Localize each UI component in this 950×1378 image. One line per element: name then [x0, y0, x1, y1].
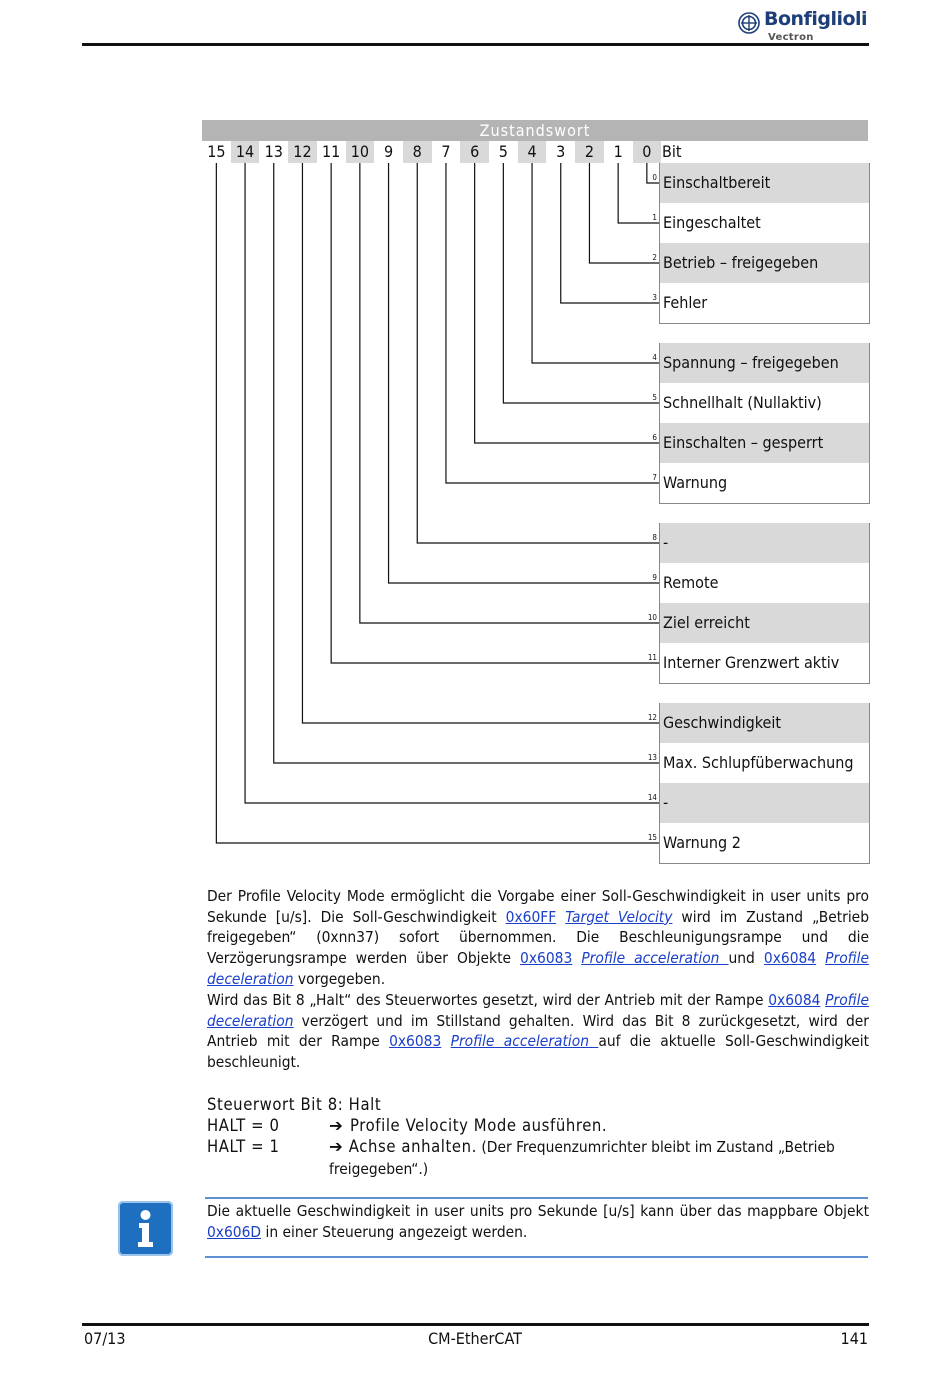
footer-doc-title: CM-EtherCAT	[428, 1329, 522, 1348]
bit-index-label: 7	[652, 473, 657, 482]
table-title: Zustandswort	[202, 120, 868, 141]
link-profile-acceleration[interactable]: Profile acceleration	[450, 1032, 599, 1051]
link-0x6084[interactable]: 0x6084	[768, 991, 821, 1009]
bit-connector-line	[503, 163, 659, 403]
bit-number-cell: 9	[383, 142, 394, 161]
bit-description: Ziel erreicht	[660, 603, 869, 643]
bit-description: Betrieb – freigegeben	[660, 243, 869, 283]
bit-index-label: 10	[647, 613, 657, 622]
bit-description: Einschaltbereit	[660, 163, 869, 203]
arrow-right-icon: ➔	[329, 1137, 344, 1156]
bit-number-cell: 0	[633, 141, 662, 163]
info-note-text: Die aktuelle Geschwindigkeit in user units pro Sekunde [u/s] kann über das mappbare Objekt 0x606D in einer Steuerung angezeigt werden.	[207, 1202, 869, 1241]
paragraph-profile-velocity: Der Profile Velocity Mode ermöglicht die Vorgabe einer Soll-Geschwindigkeit in user units pro Sekunde [u/s]. Die Soll-Geschwindigkeit 0x60FF Target Velocity wird im Zustand „Betrieb freigegeben“ (0xnn37) sofort übernommen. Die Beschleunigungsrampe und die Verzögerungsrampe werden über Objekte 0x6083 Profile acceleration und 0x6084 Profile deceleration vorgegeben.	[207, 887, 869, 988]
bit-number-cell: 15	[207, 142, 226, 161]
bit-description: -	[660, 783, 869, 823]
bit-index-label: 6	[652, 433, 657, 442]
link-0x6084[interactable]: 0x6084	[763, 949, 817, 968]
link-profile-deceleration[interactable]: Profile deceleration	[207, 949, 869, 988]
bit-index-label: 1	[652, 213, 657, 222]
footer-rule	[82, 1323, 869, 1326]
bit-number-cell: 8	[403, 141, 432, 163]
link-0x60FF[interactable]: 0x60FF	[505, 907, 557, 926]
brand-sub: Vectron	[768, 32, 814, 43]
info-icon	[118, 1201, 173, 1256]
control-word-heading: Steuerwort Bit 8: Halt	[207, 1095, 382, 1114]
bit-index-label: 9	[652, 573, 657, 582]
info-i-glyph-icon	[118, 1201, 173, 1256]
halt-0-text: Profile Velocity Mode ausführen.	[350, 1116, 608, 1135]
bit-number-cell: 7	[441, 142, 451, 161]
halt-1-row	[207, 1136, 869, 1180]
bit-index-label: 8	[652, 533, 657, 542]
bit-description: Eingeschaltet	[663, 213, 761, 232]
bit-connector-line	[389, 163, 659, 583]
bit-index-label: 2	[652, 253, 657, 262]
footer-page-number: 141	[840, 1329, 868, 1348]
halt-1-text: Achse anhalten.	[348, 1137, 477, 1156]
bit-description: Interner Grenzwert aktiv	[663, 653, 840, 672]
halt-0-key: HALT = 0	[207, 1116, 280, 1135]
bit-connector-line	[561, 163, 659, 303]
link-profile-acceleration[interactable]: Profile acceleration	[581, 949, 729, 968]
bit-column-label: Bit	[662, 142, 682, 161]
link-0x606D[interactable]: 0x606D	[207, 1222, 262, 1241]
footer-date: 07/13	[84, 1329, 126, 1348]
bit-description: Spannung – freigegeben	[660, 343, 869, 383]
info-rule-top	[205, 1197, 868, 1199]
bit-description: -	[660, 523, 869, 563]
bit-index-label: 5	[652, 393, 657, 402]
bit-number-cell: 12	[288, 141, 317, 163]
link-0x6083[interactable]: 0x6083	[389, 1032, 442, 1051]
bit-group-box	[659, 703, 870, 864]
halt-1-key: HALT = 1	[207, 1137, 280, 1156]
bit-description: Remote	[663, 573, 719, 592]
link-target-velocity[interactable]: Target Velocity	[565, 907, 673, 926]
bit-description: Fehler	[663, 293, 708, 312]
bit-index-label: 4	[652, 353, 657, 362]
bit-number-cell: 14	[231, 141, 260, 163]
bit-connector-line	[417, 163, 659, 543]
halt-1-note: (Der Frequenzumrichter bleibt im Zustand „Betrieb freigegeben“.)	[329, 1138, 835, 1178]
bit-connector-line	[216, 163, 659, 843]
bit-index-label: 3	[652, 293, 657, 302]
bit-number-cell: 4	[518, 141, 547, 163]
bit-description: Max. Schlupfüberwachung	[663, 753, 854, 772]
bit-group-box	[659, 523, 870, 684]
halt-0-row	[207, 1115, 869, 1136]
bit-description: Schnellhalt (Nullaktiv)	[663, 393, 822, 412]
arrow-right-icon: ➔	[329, 1116, 344, 1135]
bit-group-box	[659, 163, 870, 324]
brand-name: Bonfiglioli	[764, 8, 868, 30]
bit-number-cell: 5	[498, 142, 508, 161]
bit-number-cell: 3	[556, 142, 566, 161]
bit-number-cell: 10	[346, 141, 375, 163]
bit-connector-line	[331, 163, 659, 663]
bit-index-label: 15	[647, 833, 657, 842]
bit-number-cell: 6	[460, 141, 489, 163]
bit-connector-line	[360, 163, 659, 623]
bit-number-cell: 11	[321, 142, 341, 161]
link-0x6083[interactable]: 0x6083	[520, 949, 573, 968]
bit-index-label: 14	[647, 793, 657, 802]
bit-index-label: 12	[647, 713, 657, 722]
bit-connector-line	[446, 163, 659, 483]
bit-description: Warnung	[663, 473, 728, 492]
bit-description: Geschwindigkeit	[660, 703, 869, 743]
bit-group-box	[659, 343, 870, 504]
info-rule-bottom	[205, 1256, 868, 1258]
paragraph-halt-bit: Wird das Bit 8 „Halt“ des Steuerwortes gesetzt, wird der Antrieb mit der Rampe 0x6084 Profile deceleration verzögert und im Stillstand gehalten. Wird das Bit 8 zurückgesetzt, wird der Antrieb mit der Rampe 0x6083 Profile acceleration auf die aktuelle Soll-Geschwindigkeit beschleunigt.	[207, 991, 869, 1072]
bit-number-cell: 2	[575, 141, 604, 163]
bit-index-label: 0	[652, 173, 657, 182]
control-word-halt-block	[207, 1094, 869, 1180]
bit-index-label: 11	[647, 653, 657, 662]
bit-description: Warnung 2	[663, 833, 741, 852]
bit-index-label: 13	[647, 753, 657, 762]
link-profile-deceleration[interactable]: Profile deceleration	[207, 991, 869, 1030]
bit-number-cell: 13	[264, 142, 283, 161]
bit-number-cell: 1	[613, 142, 623, 161]
bit-description: Einschalten – gesperrt	[660, 423, 869, 463]
